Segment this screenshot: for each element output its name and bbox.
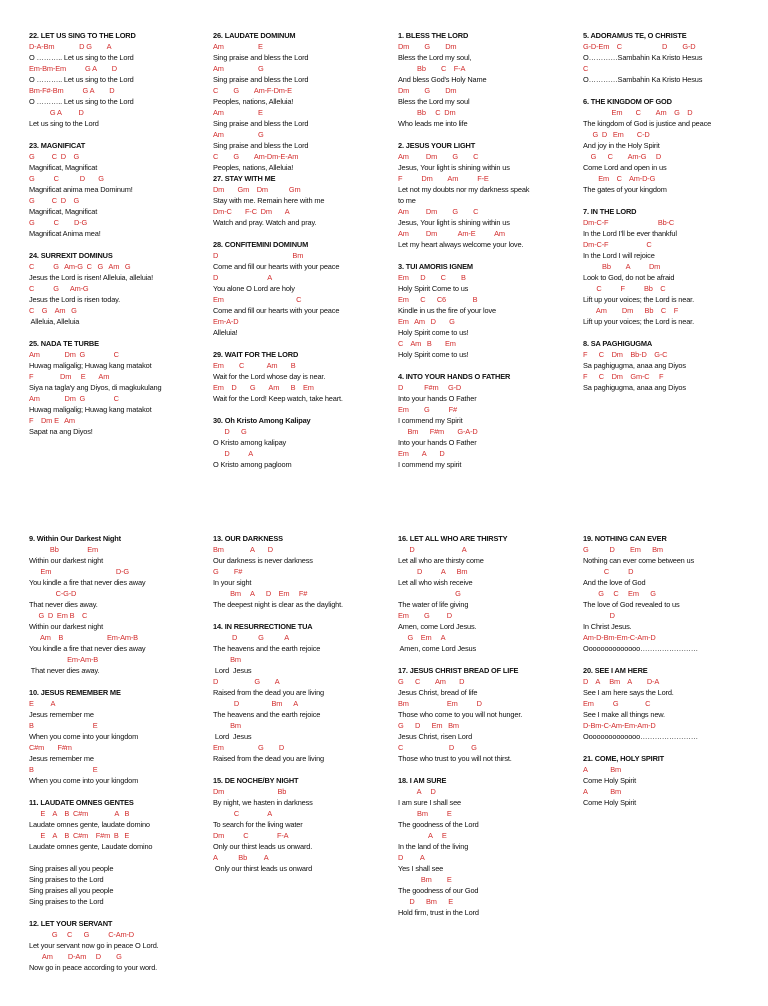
chord-line: G D Em C-D: [583, 130, 650, 139]
chord-line: Dm G Dm: [398, 42, 457, 51]
lyric-line: Magnificat, Magnificat: [29, 207, 98, 216]
chord-line: D Bm E: [398, 897, 454, 906]
chord-line: G C Am D: [398, 677, 465, 686]
lyric-line: Holy Spirit come to us!: [398, 350, 469, 359]
lyric-line: Let not my doubts nor my darkness speak: [398, 185, 530, 194]
song-title: 17. JESUS CHRIST BREAD OF LIFE: [398, 666, 519, 675]
lyric-line: Lord Jesus: [213, 666, 252, 675]
column-bottom-3: [398, 533, 568, 929]
chord-line: B E: [29, 765, 98, 774]
chord-line: C F Bb C: [583, 284, 666, 293]
chord-line: C D G: [398, 743, 477, 752]
song-block: [583, 96, 753, 195]
chord-line: Em G F#: [398, 405, 457, 414]
song-block: [29, 797, 199, 907]
lyric-line: Huwag maligalig; Huwag kang matakot: [29, 361, 152, 370]
chord-line: G C Em G: [583, 589, 656, 598]
chord-line: Am-D-Bm-Em-C-Am-D: [583, 633, 656, 642]
lyric-line: The kingdom of God is justice and peace: [583, 119, 712, 128]
chord-line: D A Bm: [398, 567, 468, 576]
chord-line: Dm-C F-C Dm A: [213, 207, 290, 216]
lyric-line: You kindle a fire that never dies away: [29, 578, 146, 587]
chord-line: Em C Am B: [213, 361, 296, 370]
lyric-line: The deepest night is clear as the daylight.: [213, 600, 343, 609]
lyric-line: Come Lord and open in us: [583, 163, 667, 172]
column-bottom-4: [583, 533, 753, 819]
chord-line: Am G: [213, 64, 264, 73]
chord-line: G C D G: [29, 152, 80, 161]
column-bottom-2: [213, 533, 383, 885]
lyric-line: The water of life giving: [398, 600, 469, 609]
lyric-line: O Kristo among kalipay: [213, 438, 287, 447]
chord-line: Em-Bm-Em G A D: [29, 64, 117, 73]
chord-line: D: [583, 611, 615, 620]
column-top-4: [583, 30, 753, 404]
lyric-line: Nothing can ever come between us: [583, 556, 695, 565]
lyric-line: Bless the Lord my soul: [398, 97, 470, 106]
song-block: [398, 30, 568, 129]
chord-line: F Dm Am F-E: [398, 174, 489, 183]
lyric-line: Who leads me into life: [398, 119, 468, 128]
song-block: [213, 533, 383, 610]
chord-line: C: [583, 64, 589, 73]
lyric-line: Alleluia, Alleluia: [29, 317, 80, 326]
chord-line: D G A: [213, 677, 280, 686]
song-block: [583, 533, 753, 654]
lyric-line: Peoples, nations, Alleluia!: [213, 163, 294, 172]
chord-line: Am Dm G C: [398, 207, 479, 216]
chord-line: D G: [213, 427, 247, 436]
lyric-line: Hold firm, trust in the Lord: [398, 908, 479, 917]
song-title: 27. STAY WITH ME: [213, 174, 276, 183]
song-title: 2. JESUS YOUR LIGHT: [398, 141, 476, 150]
column-top-1: [29, 30, 199, 448]
lyric-line: In your sight: [213, 578, 252, 587]
chord-line: Bm: [213, 721, 241, 730]
chord-line: A Bm: [583, 765, 621, 774]
chord-line: Am Dm G C: [398, 152, 479, 161]
lyric-line: Holy Spirit come to us!: [398, 328, 469, 337]
song-block: [213, 239, 383, 338]
lyric-line: Watch and pray. Watch and pray.: [213, 218, 317, 227]
song-block: [583, 753, 753, 808]
chord-line: C D: [583, 567, 634, 576]
lyric-line: See I make all things new.: [583, 710, 665, 719]
lyric-line: Alleluia!: [213, 328, 238, 337]
lyric-line: I commend my Spirit: [398, 416, 463, 425]
chord-line: Am G: [213, 130, 264, 139]
chord-line: Em-Am-B: [29, 655, 99, 664]
lyric-line: Oooooooooooooo……………………: [583, 732, 699, 741]
chord-line: G C G C-Am-D: [29, 930, 134, 939]
chord-line: D A: [398, 545, 467, 554]
chord-line: Am Dm G C: [29, 350, 119, 359]
chord-line: C G Am-Dm-E-Am: [213, 152, 299, 161]
lyric-line: Huwag maligalig; Huwag kang matakot: [29, 405, 152, 414]
lyric-line: When you come into your kingdom: [29, 732, 139, 741]
song-title: 26. LAUDATE DOMINUM: [213, 31, 296, 40]
chord-line: Bm F#m G-A-D: [398, 427, 478, 436]
song-block: [29, 140, 199, 239]
lyric-line: Jesus the Lord is risen! Alleluia, alleluia!: [29, 273, 154, 282]
lyric-line: Those who come to you will not hunger.: [398, 710, 523, 719]
lyric-line: O Kristo among pagloom: [213, 460, 292, 469]
lyric-line: That never dies away.: [29, 666, 100, 675]
lyric-line: Amen, come Lord Jesus.: [398, 622, 477, 631]
chord-line: D A: [213, 449, 254, 458]
chord-line: D-Bm-C-Am-Em-Am-D: [583, 721, 656, 730]
lyric-line: Stay with me. Remain here with me: [213, 196, 325, 205]
chord-line: Bb A Dm: [583, 262, 661, 271]
chord-line: C A: [213, 809, 273, 818]
lyric-line: Jesus the Lord is risen today.: [29, 295, 121, 304]
lyric-line: Only our thirst leads us onward.: [213, 842, 313, 851]
song-block: [398, 665, 568, 764]
lyric-line: Sing praises all you people: [29, 864, 114, 873]
lyric-line: Siya na tagla'y ang Diyos, di magkukulang: [29, 383, 162, 392]
chord-line: A D: [398, 787, 436, 796]
lyric-line: Wait for the Lord! Keep watch, take heart.: [213, 394, 343, 403]
chord-line: Dm C F-A: [213, 831, 289, 840]
song-title: 23. MAGNIFICAT: [29, 141, 86, 150]
chord-line: D A: [398, 853, 425, 862]
song-title: 14. IN RESURRECTIONE TUA: [213, 622, 313, 631]
chord-line: Bm: [213, 655, 241, 664]
lyric-line: Raised from the dead you are living: [213, 754, 325, 763]
lyric-line: Magnificat anima mea Dominum!: [29, 185, 133, 194]
chord-line: C-G-D: [29, 589, 77, 598]
chord-line: G D Em Bm: [398, 721, 459, 730]
lyric-line: O…………Sambahin Ka Kristo Hesus: [583, 75, 703, 84]
lyric-line: Into your hands O Father: [398, 394, 477, 403]
song-title: 13. OUR DARKNESS: [213, 534, 283, 543]
chord-line: Am D-Am D G: [29, 952, 122, 961]
chord-line: G D Em B C: [29, 611, 88, 620]
chord-line: Em A D: [398, 449, 445, 458]
lyric-line: Raised from the dead you are living: [213, 688, 325, 697]
chord-line: Em C Am G D: [583, 108, 693, 117]
song-block: [213, 621, 383, 764]
chord-line: B E: [29, 721, 98, 730]
lyric-line: O ……….. Let us sing to the Lord: [29, 53, 134, 62]
song-title: 12. LET YOUR SERVANT: [29, 919, 113, 928]
chord-line: Bb C F-A: [398, 64, 466, 73]
song-title: 1. BLESS THE LORD: [398, 31, 469, 40]
column-top-3: [398, 30, 568, 481]
chord-line: A E: [398, 831, 447, 840]
chord-line: G C D-G: [29, 218, 88, 227]
song-title: 18. I AM SURE: [398, 776, 447, 785]
song-block: [29, 250, 199, 327]
lyric-line: In the land of the living: [398, 842, 469, 851]
lyric-line: Come Holy Spirit: [583, 798, 637, 807]
lyric-line: Jesus remember me: [29, 710, 94, 719]
song-block: [29, 30, 199, 129]
chord-line: F C Dm Gm-C F: [583, 372, 664, 381]
song-title: 29. WAIT FOR THE LORD: [213, 350, 299, 359]
song-block: [398, 533, 568, 654]
chord-line: G F#: [213, 567, 243, 576]
lyric-line: The heavens and the earth rejoice: [213, 644, 321, 653]
song-block: [583, 30, 753, 85]
chord-line: Am Dm Am-E Am: [398, 229, 505, 238]
lyric-line: To search for the living water: [213, 820, 303, 829]
lyric-line: The goodness of our God: [398, 886, 479, 895]
lyric-line: In the Lord I'll be ever thankful: [583, 229, 677, 238]
song-title: 28. CONFITEMINI DOMINUM: [213, 240, 309, 249]
lyric-line: The goodness of the Lord: [398, 820, 479, 829]
lyric-line: You alone O Lord are holy: [213, 284, 295, 293]
lyric-line: Lord Jesus: [213, 732, 252, 741]
song-block: [213, 415, 383, 470]
chord-line: Bm E: [398, 875, 452, 884]
chord-line: D Bm: [213, 251, 304, 260]
chord-line: Dm-C-F Bb-C: [583, 218, 675, 227]
chord-line: Dm Gm Dm Gm: [213, 185, 301, 194]
song-title: 7. IN THE LORD: [583, 207, 637, 216]
lyric-line: Within our darkest night: [29, 622, 104, 631]
chord-line: Em G D: [213, 743, 285, 752]
lyric-line: Only our thirst leads us onward: [213, 864, 313, 873]
lyric-line: In the Lord I will rejoice: [583, 251, 655, 260]
song-title: 3. TUI AMORIS IGNEM: [398, 262, 473, 271]
lyric-line: In Christ Jesus.: [583, 622, 632, 631]
chord-line: G C D G: [29, 196, 80, 205]
chord-line: Bm A D: [213, 545, 273, 554]
lyric-line: Sing praises to the Lord: [29, 897, 104, 906]
song-block: [398, 140, 568, 250]
chord-line: G: [398, 589, 461, 598]
lyric-line: By night, we hasten in darkness: [213, 798, 313, 807]
chord-line: Am Dm G C: [29, 394, 119, 403]
column-top-2: [213, 30, 383, 481]
chord-line: Bm-F#-Bm G A D: [29, 86, 115, 95]
lyric-line: Now go in peace according to your word.: [29, 963, 158, 972]
lyric-line: O ……….. Let us sing to the Lord: [29, 97, 134, 106]
lyric-line: Let us sing to the Lord: [29, 119, 99, 128]
song-title: 30. Oh Kristo Among Kalipay: [213, 416, 311, 425]
chord-line: Am E: [213, 42, 263, 51]
lyric-line: Lift up your voices; the Lord is near.: [583, 317, 694, 326]
chord-line: D G A: [213, 633, 290, 642]
song-title: 21. COME, HOLY SPIRIT: [583, 754, 665, 763]
song-title: 4. INTO YOUR HANDS O FATHER: [398, 372, 511, 381]
chord-line: C#m F#m: [29, 743, 72, 752]
lyric-line: Come and fill our hearts with your peace: [213, 306, 340, 315]
lyric-line: Jesus remember me: [29, 754, 94, 763]
lyric-line: And the love of God: [583, 578, 646, 587]
chord-line: F Dm E Am: [29, 416, 75, 425]
chord-line: Dm-C-F C: [583, 240, 652, 249]
lyric-line: I am sure I shall see: [398, 798, 461, 807]
lyric-line: See I am here says the Lord.: [583, 688, 674, 697]
lyric-line: O…………Sambahin Ka Kristo Hesus: [583, 53, 703, 62]
chord-line: Em G D: [398, 611, 452, 620]
chord-line: Bm Em D: [398, 699, 482, 708]
lyric-line: Yes I shall see: [398, 864, 444, 873]
chord-line: Em D-G: [29, 567, 130, 576]
chord-line: Am E: [213, 108, 263, 117]
lyric-line: Oooooooooooooo……………………: [583, 644, 699, 653]
lyric-line: The love of God revealed to us: [583, 600, 680, 609]
lyric-line: Within our darkest night: [29, 556, 104, 565]
lyric-line: Bless the Lord my soul,: [398, 53, 472, 62]
song-title: 6. THE KINGDOM OF GOD: [583, 97, 672, 106]
lyric-line: And joy in the Holy Spirit: [583, 141, 660, 150]
blank-line: [29, 852, 199, 863]
chord-line: Dm Bb: [213, 787, 287, 796]
lyric-line: Come and fill our hearts with your peace: [213, 262, 340, 271]
lyric-line: I commend my spirit: [398, 460, 462, 469]
lyric-line: Look to God, do not be afraid: [583, 273, 675, 282]
chord-line: Em D C B: [398, 273, 466, 282]
lyric-line: The gates of your kingdom: [583, 185, 667, 194]
chord-line: Em C C6 B: [398, 295, 478, 304]
chord-line: Bb Em: [29, 545, 99, 554]
lyric-line: Sing praises all you people: [29, 886, 114, 895]
song-title: 11. LAUDATE OMNES GENTES: [29, 798, 134, 807]
song-title: 24. SURREXIT DOMINUS: [29, 251, 113, 260]
lyric-line: Laudate omnes gente, laudate domino: [29, 820, 150, 829]
chord-line: F C Dm Bb-D G-C: [583, 350, 668, 359]
song-title: 22. LET US SING TO THE LORD: [29, 31, 136, 40]
lyric-line: Magnificat, Magnificat: [29, 163, 98, 172]
lyric-line: And bless God's Holy Name: [398, 75, 487, 84]
song-title: 5. ADORAMUS TE, O CHRISTE: [583, 31, 687, 40]
lyric-line: O ……….. Let us sing to the Lord: [29, 75, 134, 84]
song-title: 25. NADA TE TURBE: [29, 339, 99, 348]
lyric-line: Our darkness is never darkness: [213, 556, 313, 565]
chord-line: G A D: [29, 108, 84, 117]
song-block: [398, 775, 568, 918]
lyric-line: Jesus Christ, bread of life: [398, 688, 478, 697]
lyric-line: to me: [398, 196, 416, 205]
song-block: [583, 338, 753, 393]
lyric-line: Those who trust to you will not thirst.: [398, 754, 512, 763]
lyric-line: Come Holy Spirit: [583, 776, 637, 785]
song-block: [583, 665, 753, 742]
chord-line: D F#m G-D: [398, 383, 462, 392]
chord-line: G-D-Em C D G-D: [583, 42, 696, 51]
song-block: [29, 338, 199, 437]
chord-line: A Bb A: [213, 853, 269, 862]
song-block: [213, 349, 383, 404]
song-title: 10. JESUS REMEMBER ME: [29, 688, 121, 697]
chord-line: E A B C#m A B: [29, 809, 130, 818]
lyric-line: You kindle a fire that never dies away: [29, 644, 146, 653]
chord-line: C G Am-G C G Am G: [29, 262, 131, 271]
chord-line: C Am B Em: [398, 339, 456, 348]
lyric-line: Let your servant now go in peace O Lord.: [29, 941, 159, 950]
lyric-line: Sing praise and bless the Lord: [213, 53, 309, 62]
lyric-line: Amen, come Lord Jesus: [398, 644, 477, 653]
chord-line: C G Am-G: [29, 284, 89, 293]
lyric-line: Sa paghigugma, anaa ang Diyos: [583, 383, 686, 392]
lyric-line: Jesus, Your light is shining within us: [398, 163, 510, 172]
chord-line: Bm A D Em F#: [213, 589, 308, 598]
song-block: [213, 173, 383, 228]
chord-line: E A: [29, 699, 56, 708]
song-title: 19. NOTHING CAN EVER: [583, 534, 667, 543]
chord-line: G D Em Bm: [583, 545, 663, 554]
lyric-line: Lift up your voices; the Lord is near.: [583, 295, 694, 304]
chord-line: Em-A-D: [213, 317, 239, 326]
lyric-line: Holy Spirit Come to us: [398, 284, 469, 293]
song-block: [213, 30, 383, 173]
lyric-line: Laudate omnes gente, Laudate domino: [29, 842, 153, 851]
lyric-line: Peoples, nations, Alleluia!: [213, 97, 294, 106]
song-block: [213, 775, 383, 874]
lyric-line: Magnificat Anima mea!: [29, 229, 101, 238]
lyric-line: Let all who are thirsty come: [398, 556, 484, 565]
chord-line: E A B C#m F#m B E: [29, 831, 130, 840]
lyric-line: That never dies away.: [29, 600, 98, 609]
chord-line: Am Dm Bb C F: [583, 306, 679, 315]
song-block: [29, 918, 199, 973]
song-block: [398, 261, 568, 360]
lyric-line: Let all who wish receive: [398, 578, 473, 587]
chord-line: Em Am D G: [398, 317, 455, 326]
chord-line: Dm G Dm: [398, 86, 457, 95]
chord-line: C G Am G: [29, 306, 77, 315]
lyric-line: Sing praise and bless the Lord: [213, 119, 309, 128]
chord-line: C G Am-F-Dm-E: [213, 86, 292, 95]
song-title: 15. DE NOCHE/BY NIGHT: [213, 776, 299, 785]
lyric-line: The heavens and the earth rejoice: [213, 710, 321, 719]
chord-line: D-A-Bm D G A: [29, 42, 112, 51]
chord-line: G C Am-G D: [583, 152, 662, 161]
lyric-line: Sapat na ang Diyos!: [29, 427, 93, 436]
chord-line: A Bm: [583, 787, 621, 796]
lyric-line: Jesus, Your light is shining within us: [398, 218, 510, 227]
chord-line: Em G C: [583, 699, 651, 708]
lyric-line: Sa paghigugma, anaa ang Diyos: [583, 361, 686, 370]
chord-line: Bb C Dm: [398, 108, 456, 117]
chord-line: G Em A: [398, 633, 446, 642]
chord-line: Em D G Am B Em: [213, 383, 314, 392]
song-block: [29, 687, 199, 786]
lyric-line: Wait for the Lord whose day is near.: [213, 372, 326, 381]
lyric-line: When you come into your kingdom: [29, 776, 139, 785]
song-block: [29, 533, 199, 676]
lyric-line: Sing praise and bless the Lord: [213, 75, 309, 84]
chord-line: D A Bm A D-A: [583, 677, 660, 686]
lyric-line: Into your hands O Father: [398, 438, 477, 447]
song-title: 9. Within Our Darkest Night: [29, 534, 121, 543]
chord-line: Am B Em-Am-B: [29, 633, 138, 642]
chord-line: G C D G: [29, 174, 104, 183]
lyric-line: Kindle in us the fire of your love: [398, 306, 497, 315]
lyric-line: Jesus Christ, risen Lord: [398, 732, 473, 741]
lyric-line: Sing praise and bless the Lord: [213, 141, 309, 150]
chord-line: D Bm A: [213, 699, 299, 708]
chord-line: Em C Am-D-G: [583, 174, 656, 183]
song-block: [398, 371, 568, 470]
song-block: [583, 206, 753, 327]
lyric-line: Let my heart always welcome your love.: [398, 240, 524, 249]
chord-line: F Dm E Am: [29, 372, 110, 381]
song-title: 16. LET ALL WHO ARE THIRSTY: [398, 534, 508, 543]
column-bottom-1: [29, 533, 199, 984]
chord-line: D A: [213, 273, 273, 282]
chord-line: Em C: [213, 295, 302, 304]
song-title: 20. SEE I AM HERE: [583, 666, 648, 675]
song-title: 8. SA PAGHIGUGMA: [583, 339, 653, 348]
chord-line: Bm E: [398, 809, 452, 818]
lyric-line: Sing praises to the Lord: [29, 875, 104, 884]
